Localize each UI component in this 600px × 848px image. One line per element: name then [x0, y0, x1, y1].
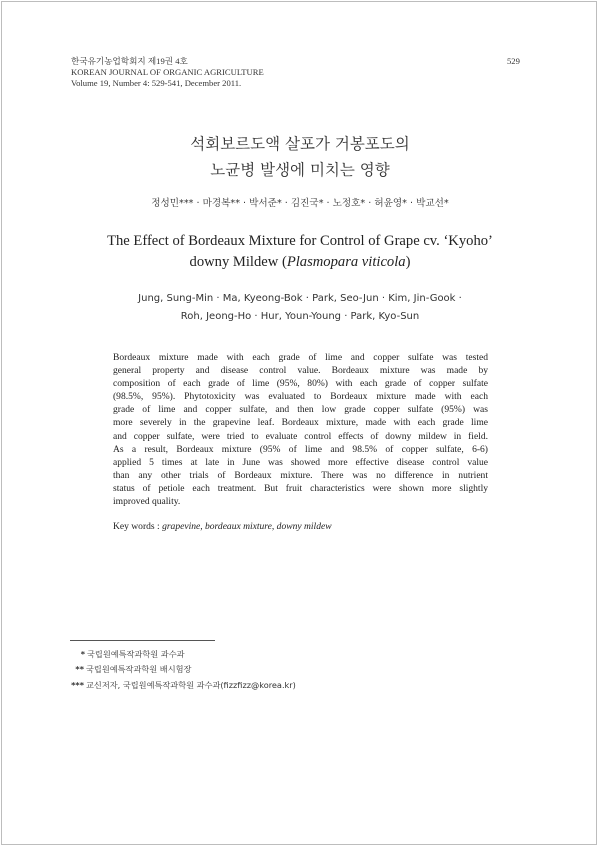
abstract-line: more severely in the grapevine leaf. Bordeaux mixture, made with each grade lime: [113, 417, 488, 429]
footnote: [70, 662, 296, 677]
footnote: [70, 647, 296, 662]
journal-name-english: KOREAN JOURNAL OF ORGANIC AGRICULTURE: [71, 67, 264, 77]
abstract-line: grade of lime and copper sulfate, and then low grade copper sulfate (95%) was: [113, 404, 488, 416]
volume-info: Volume 19, Number 4: 529-541, December 2011.: [71, 78, 242, 88]
abstract-line: and copper sulfate, were tried to evaluate control effects of downy mildew in field.: [113, 430, 488, 442]
english-authors-line-1: Jung, Sung-Min · Ma, Kyeong-Bok · Park, Seo-Jun · Kim, Jin-Gook ·: [138, 293, 462, 304]
footnote-text: 국립원예특작과학원 과수과: [87, 649, 185, 659]
english-authors: [0, 290, 600, 326]
abstract-line: than any other trials of Bordeaux mixture. There was no difference in nutrient: [113, 469, 488, 481]
title-prefix: downy Mildew (: [189, 254, 287, 270]
korean-title-line-1: 석회보르도액 살포가 거봉포도의: [190, 135, 410, 153]
footnote-mark: *: [80, 649, 85, 659]
english-authors-line-2: Roh, Jeong-Ho · Hur, Youn-Young · Park, Kyo-Sun: [180, 311, 420, 322]
korean-title: [0, 131, 600, 183]
footnote-text: 교신저자, 국립원예특작과학원 과수과(fizzfizz@korea.kr): [86, 679, 296, 690]
footnote: [70, 678, 296, 693]
abstract-line: As a result, Bordeaux mixture (95% of lime and 98.5% of copper sulfate, 6-6): [113, 443, 488, 455]
korean-authors: 정성민*** · 마경복** · 박서준* · 김진국* · 노정호* · 허윤영* · 박교선*: [151, 198, 449, 209]
journal-name-korean: 한국유기농업학회지 제19권 4호: [71, 56, 188, 66]
title-suffix: ): [405, 254, 411, 270]
abstract-line: (98.5%, 95%). Phytotoxicity was evaluated to Bordeaux mixture made with each: [113, 391, 488, 403]
footnote-mark: **: [75, 664, 84, 675]
footnote-mark: ***: [71, 679, 84, 690]
footnotes: [70, 647, 296, 693]
journal-header: [71, 56, 264, 89]
keywords-label: Key words :: [113, 521, 163, 532]
korean-title-line-2: 노균병 발생에 미치는 영향: [210, 161, 390, 179]
abstract-line: general property and disease control value. Bordeaux mixture was made by: [113, 365, 488, 377]
english-title: [0, 231, 600, 273]
footnote-divider: [70, 640, 215, 641]
scientific-name: Plasmopara viticola: [286, 254, 406, 270]
english-title-line-1: The Effect of Bordeaux Mixture for Control of Grape cv. ‘Kyoho’: [107, 233, 493, 249]
abstract-line: Bordeaux mixture made with each grade of lime and copper sulfate was tested: [113, 352, 488, 363]
keywords: [113, 521, 332, 532]
page-number: 529: [507, 56, 520, 66]
footnote-text: 국립원예특작과학원 배시험장: [86, 664, 192, 675]
abstract-line: status of petiole each treatment. But fruit characteristics were shown more slightly: [113, 482, 488, 494]
abstract-line: improved quality.: [113, 496, 181, 508]
abstract-line: applied 5 times at late in June was showed more effective disease control value: [113, 456, 488, 468]
english-title-line-2: [0, 252, 600, 273]
keywords-text: grapevine, bordeaux mixture, downy mildew: [162, 521, 332, 532]
abstract: [113, 351, 488, 508]
abstract-line: composition of each grade of lime (95%, 80%) with each grade of copper sulfate: [113, 378, 488, 390]
